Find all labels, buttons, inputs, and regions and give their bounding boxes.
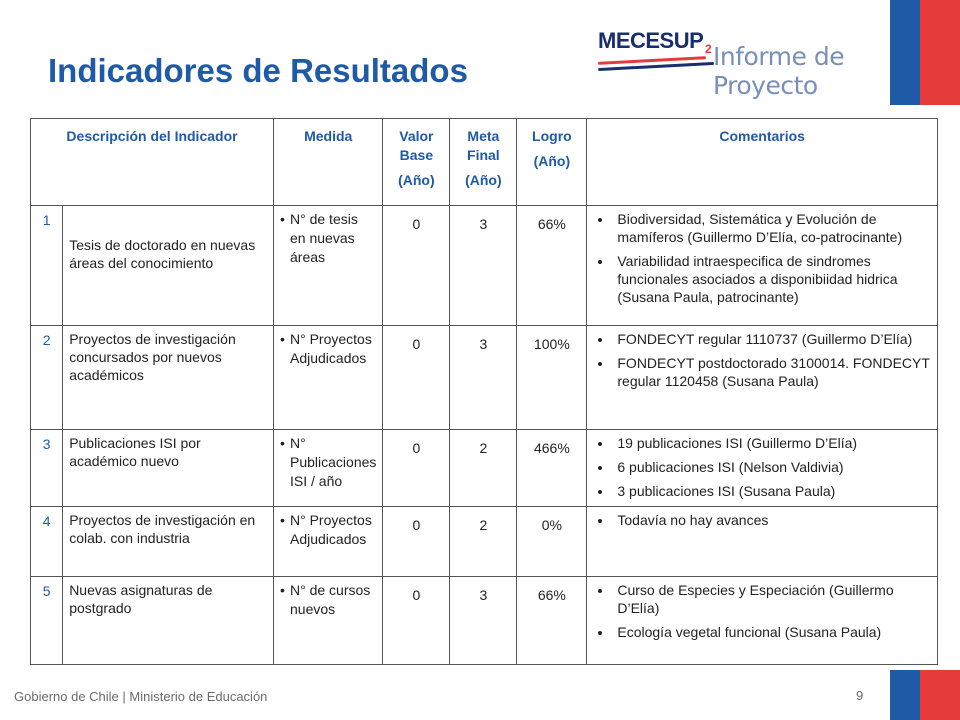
row-base-value: 0 [383,507,450,577]
row-measure [274,326,383,430]
row-measure [274,577,383,665]
header-meta-final-label: Meta Final [467,128,500,163]
mecesup-logo [598,28,868,100]
flag-decoration-top [880,0,960,105]
page-title: Indicadores de Resultados [48,52,468,89]
comment-item: • Variabilidad intraespecifica de sindromes funcionales asociados a disponibiidad hidrica (Susana Paula, patrocinante) [613,252,931,306]
header-valor-base-year: (Año) [398,172,435,188]
row-comments [587,577,938,665]
row-achievement: 66% [517,577,587,665]
bullet-icon: • [280,512,285,528]
header-meta-final-year: (Año) [465,172,502,188]
header-logro [517,119,587,206]
row-description: Proyectos de investigación concursados por nuevos académicos [63,326,274,430]
comment-item: • Curso de Especies y Especiación (Guillermo D’Elía) [613,581,931,617]
row-base-value: 0 [383,206,450,326]
header-valor-base [383,119,450,206]
page-number: 9 [856,688,864,703]
row-comments [587,206,938,326]
indicators-table [30,118,938,665]
header-comentarios: Comentarios [587,119,938,206]
row-measure-text: N° Publicaciones ISI / año [290,435,377,489]
row-base-value: 0 [383,430,450,507]
row-description: Proyectos de investigación en colab. con industria [63,507,274,577]
row-measure-text: N° de cursos nuevos [290,582,371,617]
comment-item: • Ecología vegetal funcional (Susana Paula) [613,623,931,641]
row-number: 5 [31,577,63,665]
bullet-icon: • [280,211,285,227]
row-achievement: 0% [517,507,587,577]
comment-item: • 6 publicaciones ISI (Nelson Valdivia) [613,458,931,476]
row-achievement: 466% [517,430,587,507]
comment-item: • Biodiversidad, Sistemática y Evolución de mamíferos (Guillermo D’Elía, co-patrocinante) [613,210,931,246]
row-description: Nuevas asignaturas de postgrado [63,577,274,665]
row-comments [587,507,938,577]
row-description: Tesis de doctorado en nuevas áreas del conocimiento [63,206,274,326]
row-target: 3 [450,326,517,430]
row-measure [274,507,383,577]
row-target: 3 [450,206,517,326]
row-achievement: 100% [517,326,587,430]
footer-text: Gobierno de Chile | Ministerio de Educación [14,689,268,704]
header-medida: Medida [274,119,383,206]
row-description: Publicaciones ISI por académico nuevo [63,430,274,507]
row-measure [274,206,383,326]
comment-item: • 19 publicaciones ISI (Guillermo D’Elía) [613,434,931,452]
row-number: 2 [31,326,63,430]
header-descripcion: Descripción del Indicador [31,119,274,206]
table-row [31,206,938,326]
table-row [31,507,938,577]
row-target: 2 [450,430,517,507]
row-number: 1 [31,206,63,326]
comment-item: • FONDECYT regular 1110737 (Guillermo D’Elía) [613,330,931,348]
table-header-row [31,119,938,206]
bullet-icon: • [280,435,285,451]
flag-decoration-bottom [880,670,960,720]
row-measure-text: N° Proyectos Adjudicados [290,331,372,366]
comment-item: • 3 publicaciones ISI (Susana Paula) [613,482,931,500]
row-measure-text: N° de tesis en nuevas áreas [290,211,358,265]
row-achievement: 66% [517,206,587,326]
header-logro-year: (Año) [533,153,571,169]
header-meta-final [450,119,517,206]
table-row [31,577,938,665]
row-number: 4 [31,507,63,577]
comment-item: • Todavía no hay avances [613,511,931,529]
row-comments [587,326,938,430]
header-logro-label: Logro [532,128,572,144]
logo-report-text: Informe de Proyecto [713,42,845,100]
row-target: 3 [450,577,517,665]
row-number: 3 [31,430,63,507]
logo-sub-text: 2 [705,42,712,56]
bullet-icon: • [280,582,285,598]
row-measure-text: N° Proyectos Adjudicados [290,512,372,547]
comment-item: • FONDECYT postdoctorado 3100014. FONDECYT regular 1120458 (Susana Paula) [613,354,931,390]
row-target: 2 [450,507,517,577]
row-comments [587,430,938,507]
header-valor-base-label: Valor Base [399,128,434,163]
row-measure [274,430,383,507]
row-base-value: 0 [383,577,450,665]
table-row [31,326,938,430]
table-row [31,430,938,507]
row-base-value: 0 [383,326,450,430]
bullet-icon: • [280,331,285,347]
logo-main-text: MECESUP [598,28,704,53]
